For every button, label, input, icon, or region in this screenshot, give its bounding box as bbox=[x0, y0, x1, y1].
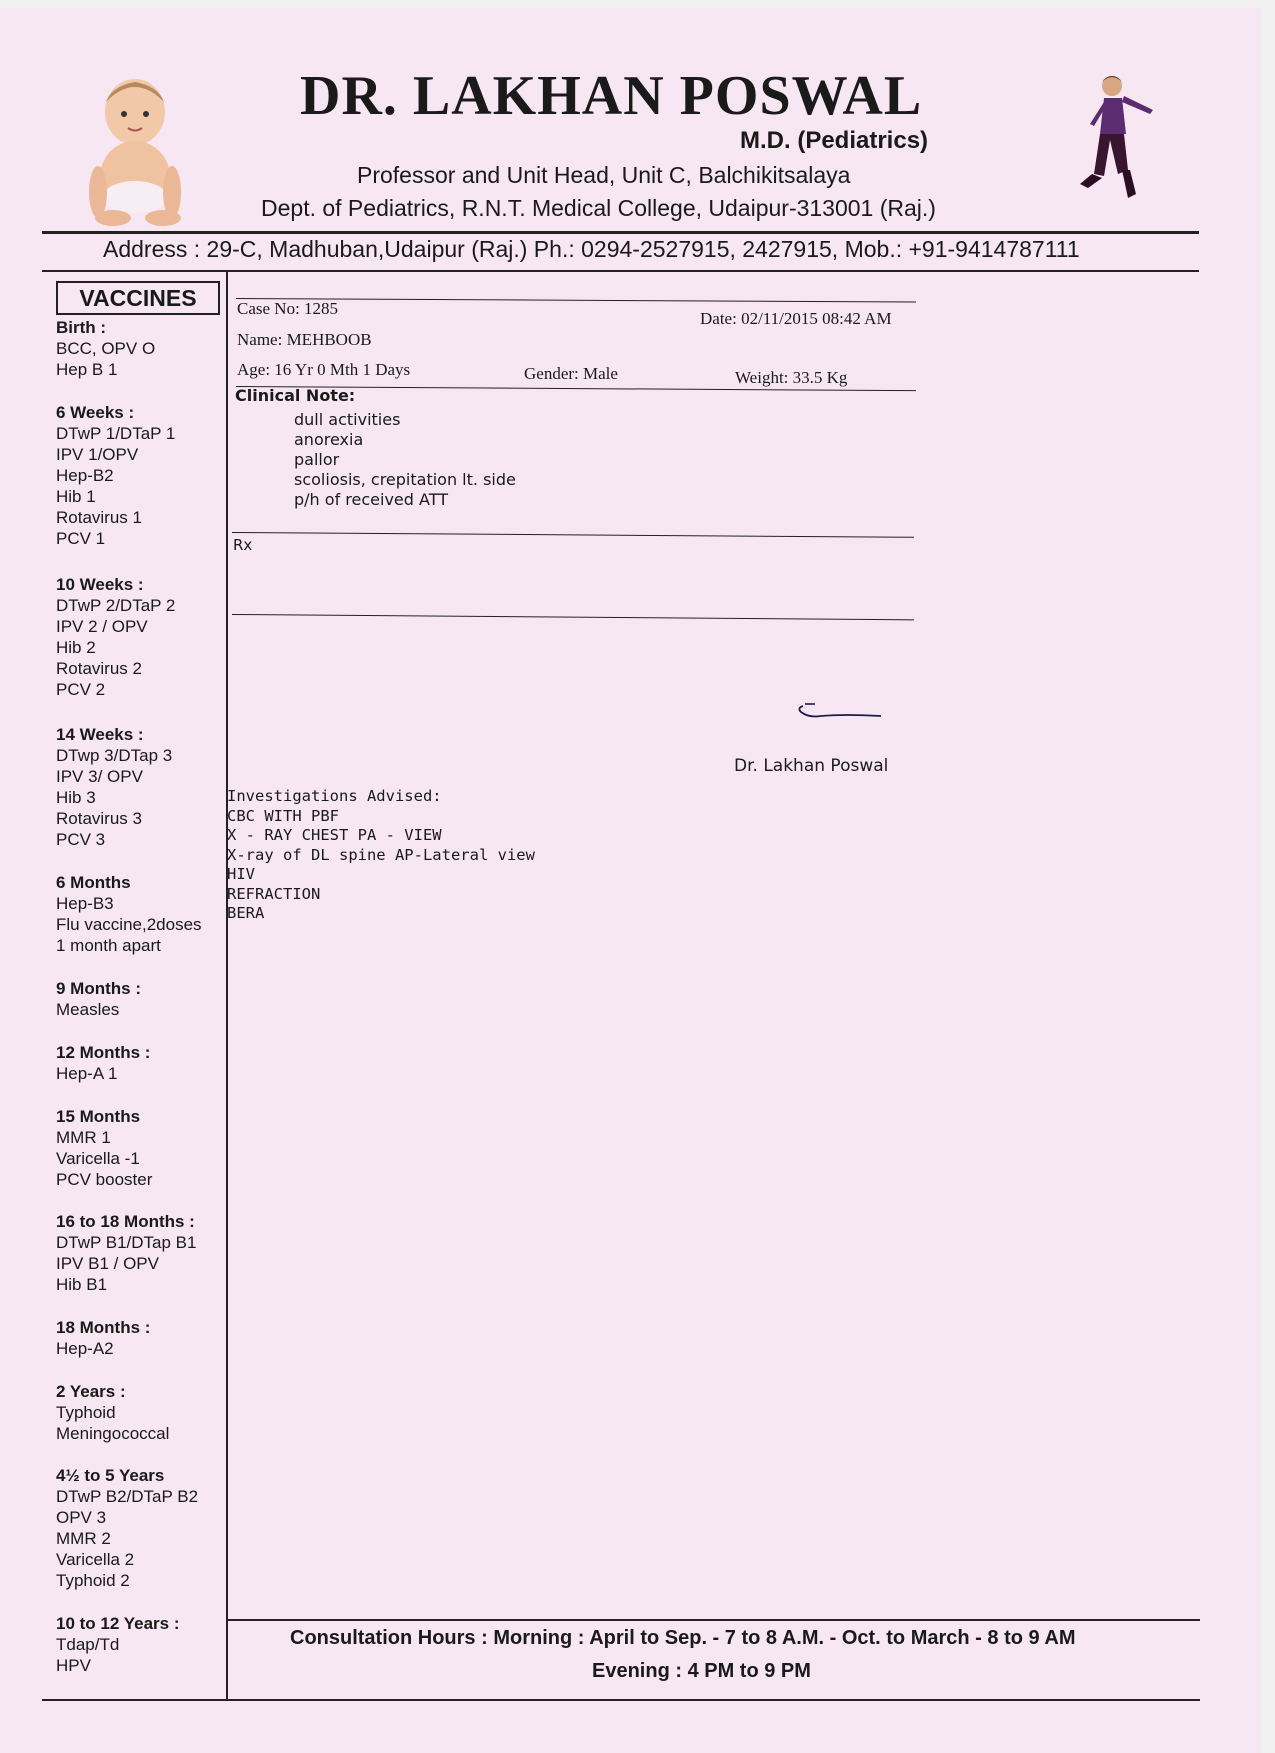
vaccine-item: Hib B1 bbox=[56, 1275, 108, 1294]
rx-rule bbox=[232, 614, 914, 620]
clinic-address: Address : 29-C, Madhuban,Udaipur (Raj.) Ph.: 0294-2527915, 2427915, Mob.: +91-9414787111 bbox=[103, 236, 1080, 262]
footer-top-rule bbox=[228, 1619, 1200, 1621]
vaccine-group-10-12-years bbox=[56, 1613, 180, 1676]
vaccine-item: PCV 1 bbox=[56, 529, 106, 548]
vaccine-item: DTwP 1/DTaP 1 bbox=[56, 424, 176, 443]
doctor-title-line2: Dept. of Pediatrics, R.N.T. Medical College, Udaipur-313001 (Raj.) bbox=[261, 195, 936, 221]
vaccine-item: IPV 3/ OPV bbox=[56, 767, 143, 786]
vaccine-item: Rotavirus 3 bbox=[56, 809, 142, 828]
vaccine-group-heading: 2 Years : bbox=[56, 1382, 126, 1401]
vaccine-item: Flu vaccine,2doses bbox=[56, 915, 202, 934]
vaccine-group-heading: Birth : bbox=[56, 318, 107, 337]
vaccine-group-heading: 6 Weeks : bbox=[56, 403, 135, 422]
vaccine-item: PCV booster bbox=[56, 1170, 153, 1189]
signature-name: Dr. Lakhan Poswal bbox=[734, 756, 889, 776]
vaccine-item: DTwP B2/DTaP B2 bbox=[56, 1487, 199, 1506]
vaccine-group-16-18-months bbox=[56, 1211, 196, 1295]
vaccine-group-heading: 9 Months : bbox=[56, 979, 141, 998]
vaccine-group-heading: 15 Months bbox=[56, 1107, 141, 1126]
vaccines-title: VACCINES bbox=[56, 281, 220, 315]
vaccine-item: Hib 3 bbox=[56, 788, 96, 807]
investigation-item: REFRACTION bbox=[227, 884, 321, 903]
signature-mark bbox=[795, 698, 885, 724]
vaccine-item: Varicella 2 bbox=[56, 1550, 135, 1569]
vaccine-item: DTwP 2/DTaP 2 bbox=[56, 596, 176, 615]
vaccine-group-heading: 16 to 18 Months : bbox=[56, 1212, 195, 1231]
vaccine-group-10-weeks bbox=[56, 574, 175, 700]
vaccine-item: Hib 1 bbox=[56, 487, 96, 506]
vaccine-item: MMR 1 bbox=[56, 1128, 111, 1147]
vaccine-group-18-months bbox=[56, 1317, 150, 1359]
patient-age: Age: 16 Yr 0 Mth 1 Days bbox=[237, 360, 411, 379]
vaccine-item: 1 month apart bbox=[56, 936, 161, 955]
vaccine-item: DTwP B1/DTap B1 bbox=[56, 1233, 197, 1252]
vaccine-item: PCV 2 bbox=[56, 680, 106, 699]
investigation-item: X-ray of DL spine AP-Lateral view bbox=[227, 845, 535, 864]
rx-label: Rx bbox=[233, 536, 253, 554]
vaccine-item: Meningococcal bbox=[56, 1424, 170, 1443]
clinical-notes bbox=[294, 410, 516, 510]
vaccine-item: Rotavirus 2 bbox=[56, 659, 142, 678]
doctor-title-line1: Professor and Unit Head, Unit C, Balchikitsalaya bbox=[357, 162, 851, 188]
vaccine-group-heading: 6 Months bbox=[56, 873, 131, 892]
address-divider bbox=[42, 270, 1199, 272]
case-date: Date: 02/11/2015 08:42 AM bbox=[700, 309, 892, 328]
vaccine-group-heading: 12 Months : bbox=[56, 1043, 151, 1062]
clinical-rule bbox=[232, 532, 914, 538]
vaccine-item: Hib 2 bbox=[56, 638, 96, 657]
vaccine-group-12-months bbox=[56, 1042, 150, 1084]
consultation-hours-morning: Consultation Hours : Morning : April to Sep. - 7 to 8 A.M. - Oct. to March - 8 to 9 AM bbox=[290, 1627, 1076, 1649]
doctor-degree: M.D. (Pediatrics) bbox=[740, 127, 929, 154]
vaccine-item: Hep-A2 bbox=[56, 1339, 114, 1358]
investigation-item: BERA bbox=[227, 904, 265, 922]
vaccine-item: OPV 3 bbox=[56, 1508, 107, 1527]
vaccine-group-6-weeks bbox=[56, 402, 175, 549]
vaccine-item: BCC, OPV O bbox=[56, 339, 156, 358]
vaccine-item: DTwp 3/DTap 3 bbox=[56, 746, 173, 765]
vaccine-item: Hep-B3 bbox=[56, 894, 114, 913]
vaccine-group-heading: 10 to 12 Years : bbox=[56, 1614, 180, 1633]
vaccine-item: MMR 2 bbox=[56, 1529, 111, 1548]
vaccine-group-9-months bbox=[56, 978, 141, 1020]
vaccine-group-4-5-years bbox=[56, 1465, 198, 1591]
header-divider bbox=[42, 231, 1199, 234]
investigations-label: Investigations Advised: bbox=[227, 787, 442, 805]
jumping-girl-illustration bbox=[1070, 74, 1160, 234]
vaccine-group-heading: 18 Months : bbox=[56, 1318, 151, 1337]
vaccine-group-birth bbox=[56, 317, 155, 380]
clinical-note-item: anorexia bbox=[294, 430, 364, 449]
baby-illustration bbox=[78, 72, 193, 227]
vaccine-group-heading: 4½ to 5 Years bbox=[56, 1466, 165, 1485]
vaccine-item: Typhoid bbox=[56, 1403, 116, 1422]
case-number: Case No: 1285 bbox=[237, 299, 339, 318]
consultation-hours-evening: Evening : 4 PM to 9 PM bbox=[592, 1660, 811, 1682]
vaccine-group-15-months bbox=[56, 1106, 152, 1190]
vaccine-item: PCV 3 bbox=[56, 830, 106, 849]
vaccine-group-heading: 14 Weeks : bbox=[56, 725, 144, 744]
footer-bottom-rule bbox=[42, 1699, 1200, 1701]
vaccine-group-6-months bbox=[56, 872, 202, 956]
vaccine-item: IPV B1 / OPV bbox=[56, 1254, 159, 1273]
doctor-name: DR. LAKHAN POSWAL bbox=[300, 65, 923, 127]
vaccine-group-14-weeks bbox=[56, 724, 172, 850]
vaccine-item: Tdap/Td bbox=[56, 1635, 120, 1654]
vaccine-item: Typhoid 2 bbox=[56, 1571, 130, 1590]
clinical-note-item: pallor bbox=[294, 450, 340, 469]
vaccine-item: Hep-A 1 bbox=[56, 1064, 118, 1083]
vaccine-item: Rotavirus 1 bbox=[56, 508, 142, 527]
scan-edge-right bbox=[1261, 0, 1275, 1753]
investigation-item: X - RAY CHEST PA - VIEW bbox=[227, 826, 442, 844]
vaccine-item: Hep-B2 bbox=[56, 466, 114, 485]
vaccine-group-2-years bbox=[56, 1381, 169, 1444]
vaccine-item: Hep B 1 bbox=[56, 360, 118, 379]
vaccine-item: IPV 1/OPV bbox=[56, 445, 139, 464]
vaccine-item: Varicella -1 bbox=[56, 1149, 140, 1168]
sidebar-divider bbox=[226, 272, 228, 1700]
clinical-note-item: p/h of received ATT bbox=[294, 490, 448, 509]
vaccine-group-heading: 10 Weeks : bbox=[56, 575, 144, 594]
investigation-item: CBC WITH PBF bbox=[227, 806, 339, 825]
scan-edge-top bbox=[0, 0, 1275, 8]
clinical-note-item: scoliosis, crepitation lt. side bbox=[294, 470, 516, 489]
investigations bbox=[227, 787, 535, 924]
clinical-note-item: dull activities bbox=[294, 410, 401, 429]
vaccine-item: IPV 2 / OPV bbox=[56, 617, 148, 636]
patient-gender: Gender: Male bbox=[524, 364, 618, 383]
investigation-item: HIV bbox=[227, 865, 255, 883]
vaccine-item: Measles bbox=[56, 1000, 120, 1019]
vaccine-item: HPV bbox=[56, 1656, 91, 1675]
patient-weight: Weight: 33.5 Kg bbox=[735, 368, 848, 387]
patient-name: Name: MEHBOOB bbox=[237, 330, 372, 349]
clinical-note-label: Clinical Note: bbox=[235, 386, 356, 405]
